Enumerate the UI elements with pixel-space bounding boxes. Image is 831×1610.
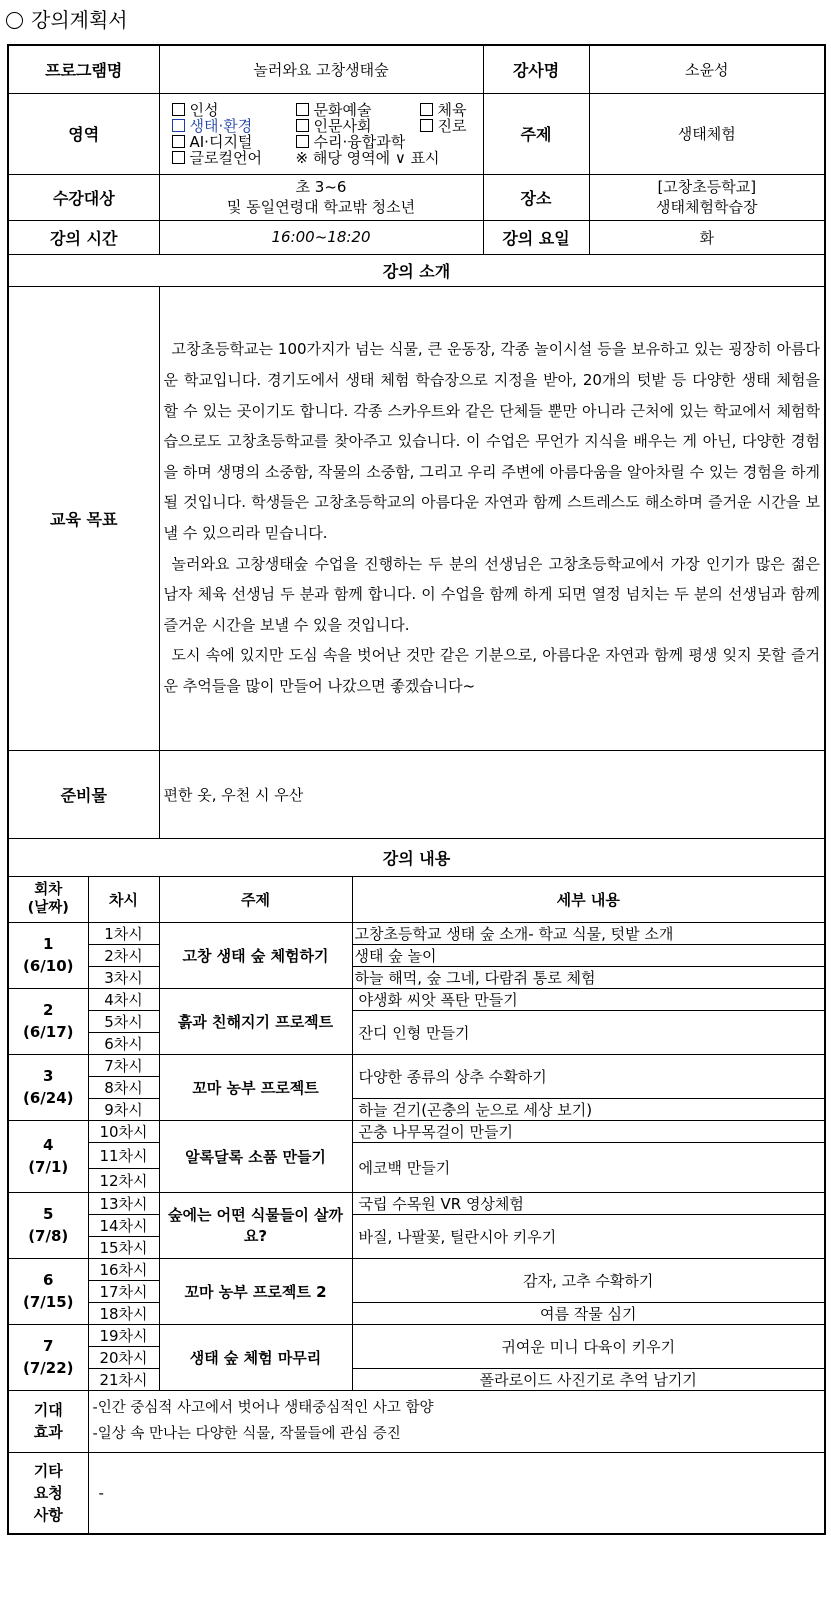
document-title bbox=[6, 5, 128, 35]
round-date: (7/1) bbox=[28, 1158, 69, 1176]
session-cell: 15차시 bbox=[88, 1236, 159, 1258]
topic-cell: 숲에는 어떤 식물들이 살까요? bbox=[159, 1192, 352, 1258]
target-line: 및 동일연령대 학교밖 청소년 bbox=[226, 198, 416, 216]
round-date: (7/8) bbox=[28, 1227, 69, 1245]
session-cell: 6차시 bbox=[88, 1032, 159, 1054]
session-cell: 5차시 bbox=[88, 1010, 159, 1032]
checkbox-icon[interactable] bbox=[172, 103, 185, 116]
session-cell: 21차시 bbox=[88, 1368, 159, 1390]
goal-text bbox=[159, 286, 825, 750]
checkbox-icon[interactable] bbox=[296, 103, 309, 116]
other-label-line: 사항 bbox=[33, 1505, 63, 1524]
detail-cell: 여름 작물 심기 bbox=[352, 1302, 825, 1324]
target-line: 초 3~6 bbox=[295, 178, 347, 196]
round-number: 5 bbox=[43, 1205, 54, 1223]
detail-cell: 바질, 나팔꽃, 틸란시아 키우기 bbox=[352, 1214, 825, 1258]
area-option-ai: AI·디지털 bbox=[189, 132, 253, 151]
checkbox-icon[interactable] bbox=[172, 119, 185, 132]
detail-cell: 에코백 만들기 bbox=[352, 1142, 825, 1192]
session-cell: 7차시 bbox=[88, 1054, 159, 1076]
detail-cell: 다양한 종류의 상추 수확하기 bbox=[352, 1054, 825, 1098]
topic-cell: 꼬마 농부 프로젝트 bbox=[159, 1054, 352, 1120]
lecture-plan-table bbox=[7, 44, 826, 1535]
area-option-math-science: 수리·융합과학 bbox=[313, 132, 406, 151]
detail-cell: 국립 수목원 VR 영상체험 bbox=[352, 1192, 825, 1214]
session-cell: 8차시 bbox=[88, 1076, 159, 1098]
time-value: 16:00~18:20 bbox=[159, 220, 483, 254]
goal-paragraph: 놀러와요 고창생태숲 수업을 진행하는 두 분의 선생님은 고창초등학교에서 가장 인기가 많은 젊은 남자 체육 선생님 두 분과 함께 합니다. 이 수업을 함께 하게 되면 열정 넘치는 두 분의 선생님과 함께 즐거운 시간을 보낼 수 있을 것입니다. bbox=[163, 554, 821, 634]
detail-cell: 곤충 나무목걸이 만들기 bbox=[352, 1120, 825, 1142]
table-row bbox=[8, 1214, 825, 1236]
round-date: (6/24) bbox=[22, 1089, 74, 1107]
area-note: ※ 해당 영역에 ∨ 표시 bbox=[295, 148, 440, 167]
day-label: 강의 요일 bbox=[483, 220, 589, 254]
session-cell: 20차시 bbox=[88, 1346, 159, 1368]
area-option-character: 인성 bbox=[189, 100, 219, 119]
detail-cell: 야생화 씨앗 폭탄 만들기 bbox=[352, 988, 825, 1010]
detail-cell: 하늘 걷기(곤충의 눈으로 세상 보기) bbox=[352, 1098, 825, 1120]
round-date: (7/15) bbox=[22, 1293, 74, 1311]
round-header-line: 회차 bbox=[34, 882, 63, 898]
session-cell: 13차시 bbox=[88, 1192, 159, 1214]
program-value: 놀러와요 고창생태숲 bbox=[159, 45, 483, 93]
instructor-value: 소윤성 bbox=[589, 45, 825, 93]
round-column-header bbox=[8, 876, 88, 922]
session-cell: 19차시 bbox=[88, 1324, 159, 1346]
other-label-line: 기타 bbox=[33, 1461, 63, 1480]
session-cell: 14차시 bbox=[88, 1214, 159, 1236]
topic-label: 주제 bbox=[483, 93, 589, 174]
effects-label-line: 기대 bbox=[33, 1401, 63, 1419]
table-row bbox=[8, 988, 825, 1010]
target-value bbox=[159, 174, 483, 220]
round-cell bbox=[8, 922, 88, 988]
checkbox-icon[interactable] bbox=[296, 119, 309, 132]
place-label: 장소 bbox=[483, 174, 589, 220]
detail-column-header: 세부 내용 bbox=[352, 876, 825, 922]
area-label: 영역 bbox=[8, 93, 159, 174]
table-row bbox=[8, 1142, 825, 1168]
table-row bbox=[8, 1098, 825, 1120]
topic-value: 생태체험 bbox=[589, 93, 825, 174]
checkbox-icon[interactable] bbox=[172, 135, 185, 148]
round-number: 6 bbox=[43, 1271, 54, 1289]
checkbox-icon[interactable] bbox=[296, 135, 309, 148]
area-option-sports: 체육 bbox=[437, 100, 467, 119]
table-row bbox=[8, 1368, 825, 1390]
session-cell: 12차시 bbox=[88, 1168, 159, 1192]
session-cell: 11차시 bbox=[88, 1142, 159, 1168]
circle-bullet-icon bbox=[6, 12, 23, 29]
checkbox-icon[interactable] bbox=[420, 119, 433, 132]
place-line: [고창초등학교] bbox=[657, 178, 757, 196]
effects-label bbox=[8, 1390, 88, 1452]
table-row bbox=[8, 1302, 825, 1324]
topic-cell: 고창 생태 숲 체험하기 bbox=[159, 922, 352, 988]
effects-line: -인간 중심적 사고에서 벗어나 생태중심적인 사고 함양 bbox=[92, 1400, 434, 1416]
round-number: 7 bbox=[43, 1337, 54, 1355]
table-row bbox=[8, 922, 825, 944]
intro-section-title: 강의 소개 bbox=[8, 254, 825, 286]
round-cell bbox=[8, 1054, 88, 1120]
table-row bbox=[8, 944, 825, 966]
goal-label: 교육 목표 bbox=[8, 286, 159, 750]
table-row bbox=[8, 1192, 825, 1214]
round-cell bbox=[8, 1324, 88, 1390]
topic-cell: 생태 숲 체험 마무리 bbox=[159, 1324, 352, 1390]
checkbox-icon[interactable] bbox=[420, 103, 433, 116]
effects-line: -일상 속 만나는 다양한 식물, 작물들에 관심 증진 bbox=[92, 1426, 401, 1442]
round-cell bbox=[8, 1120, 88, 1192]
round-number: 3 bbox=[43, 1067, 54, 1085]
session-cell: 17차시 bbox=[88, 1280, 159, 1302]
detail-cell: 하늘 해먹, 숲 그네, 다람쥐 통로 체험 bbox=[352, 966, 825, 988]
table-row bbox=[8, 1324, 825, 1346]
round-number: 2 bbox=[43, 1001, 54, 1019]
round-number: 4 bbox=[43, 1136, 54, 1154]
checkbox-icon[interactable] bbox=[172, 151, 185, 164]
table-row bbox=[8, 1054, 825, 1076]
detail-cell: 고창초등학교 생태 숲 소개- 학교 식물, 텃밭 소개 bbox=[352, 922, 825, 944]
area-option-arts: 문화예술 bbox=[313, 100, 372, 119]
table-row bbox=[8, 1258, 825, 1280]
other-label-line: 요청 bbox=[33, 1483, 63, 1502]
session-column-header: 차시 bbox=[88, 876, 159, 922]
round-date: (7/22) bbox=[22, 1359, 74, 1377]
prep-label: 준비물 bbox=[8, 750, 159, 838]
effects-text bbox=[88, 1390, 825, 1452]
effects-label-line: 효과 bbox=[33, 1423, 63, 1441]
session-cell: 3차시 bbox=[88, 966, 159, 988]
round-header-line: (날짜) bbox=[27, 900, 69, 916]
place-value bbox=[589, 174, 825, 220]
program-label: 프로그램명 bbox=[8, 45, 159, 93]
round-cell bbox=[8, 988, 88, 1054]
round-cell bbox=[8, 1258, 88, 1324]
detail-cell: 잔디 인형 만들기 bbox=[352, 1010, 825, 1054]
session-cell: 4차시 bbox=[88, 988, 159, 1010]
area-option-glocal: 글로컬언어 bbox=[189, 148, 262, 167]
session-cell: 2차시 bbox=[88, 944, 159, 966]
other-value: - bbox=[88, 1452, 825, 1534]
table-row bbox=[8, 966, 825, 988]
document-title-text: 강의계획서 bbox=[31, 8, 128, 32]
session-cell: 18차시 bbox=[88, 1302, 159, 1324]
area-option-humanities: 인문사회 bbox=[313, 116, 372, 135]
area-option-ecology: 생태·환경 bbox=[189, 116, 253, 135]
topic-cell: 흙과 친해지기 프로젝트 bbox=[159, 988, 352, 1054]
prep-value: 편한 옷, 우천 시 우산 bbox=[159, 750, 825, 838]
schedule-section-title: 강의 내용 bbox=[8, 838, 825, 876]
table-row bbox=[8, 1010, 825, 1032]
session-cell: 1차시 bbox=[88, 922, 159, 944]
round-number: 1 bbox=[43, 935, 54, 953]
detail-cell: 귀여운 미니 다육이 키우기 bbox=[352, 1324, 825, 1368]
round-date: (6/10) bbox=[22, 957, 74, 975]
other-label bbox=[8, 1452, 88, 1534]
round-date: (6/17) bbox=[22, 1023, 74, 1041]
instructor-label: 강사명 bbox=[483, 45, 589, 93]
day-value: 화 bbox=[589, 220, 825, 254]
detail-cell: 감자, 고추 수확하기 bbox=[352, 1258, 825, 1302]
session-cell: 9차시 bbox=[88, 1098, 159, 1120]
detail-cell: 폴라로이드 사진기로 추억 남기기 bbox=[352, 1368, 825, 1390]
area-option-career: 진로 bbox=[437, 116, 467, 135]
session-cell: 16차시 bbox=[88, 1258, 159, 1280]
session-cell: 10차시 bbox=[88, 1120, 159, 1142]
topic-column-header: 주제 bbox=[159, 876, 352, 922]
goal-paragraph: 도시 속에 있지만 도심 속을 벗어난 것만 같은 기분으로, 아름다운 자연과 함께 평생 잊지 못할 즐거운 추억들을 많이 만들어 나갔으면 좋겠습니다~ bbox=[163, 646, 821, 695]
time-label: 강의 시간 bbox=[8, 220, 159, 254]
place-line: 생태체험학습장 bbox=[656, 198, 758, 216]
topic-cell: 알록달록 소품 만들기 bbox=[159, 1120, 352, 1192]
goal-paragraph: 고창초등학교는 100가지가 넘는 식물, 큰 운동장, 각종 놀이시설 등을 보유하고 있는 굉장히 아름다운 학교입니다. 경기도에서 생태 체험 학습장으로 지정을 받아, 20개의 텃밭 등 다양한 생태 체험을 할 수 있는 곳이기도 합니다. 각종 스카우트와 같은 단체들 뿐만 아니라 근처에 있는 학교에서 체험학습으로도 고창초등학교를 찾아주고 있습니다. 이 수업은 무언가 지식을 배우는 게 아닌, 다양한 경험을 하며 생명의 소중함, 작물의 소중함, 그리고 우리 주변에 아름다움을 알아차릴 수 있는 경험을 하게 될 것입니다. 학생들은 고창초등학교의 아름다운 자연과 함께 스트레스도 해소하며 즐거운 시간을 보낼 수 있으리라 믿습니다. bbox=[163, 340, 821, 542]
topic-cell: 꼬마 농부 프로젝트 2 bbox=[159, 1258, 352, 1324]
area-checkboxes bbox=[159, 93, 483, 174]
table-row bbox=[8, 1120, 825, 1142]
target-label: 수강대상 bbox=[8, 174, 159, 220]
round-cell bbox=[8, 1192, 88, 1258]
detail-cell: 생태 숲 놀이 bbox=[352, 944, 825, 966]
